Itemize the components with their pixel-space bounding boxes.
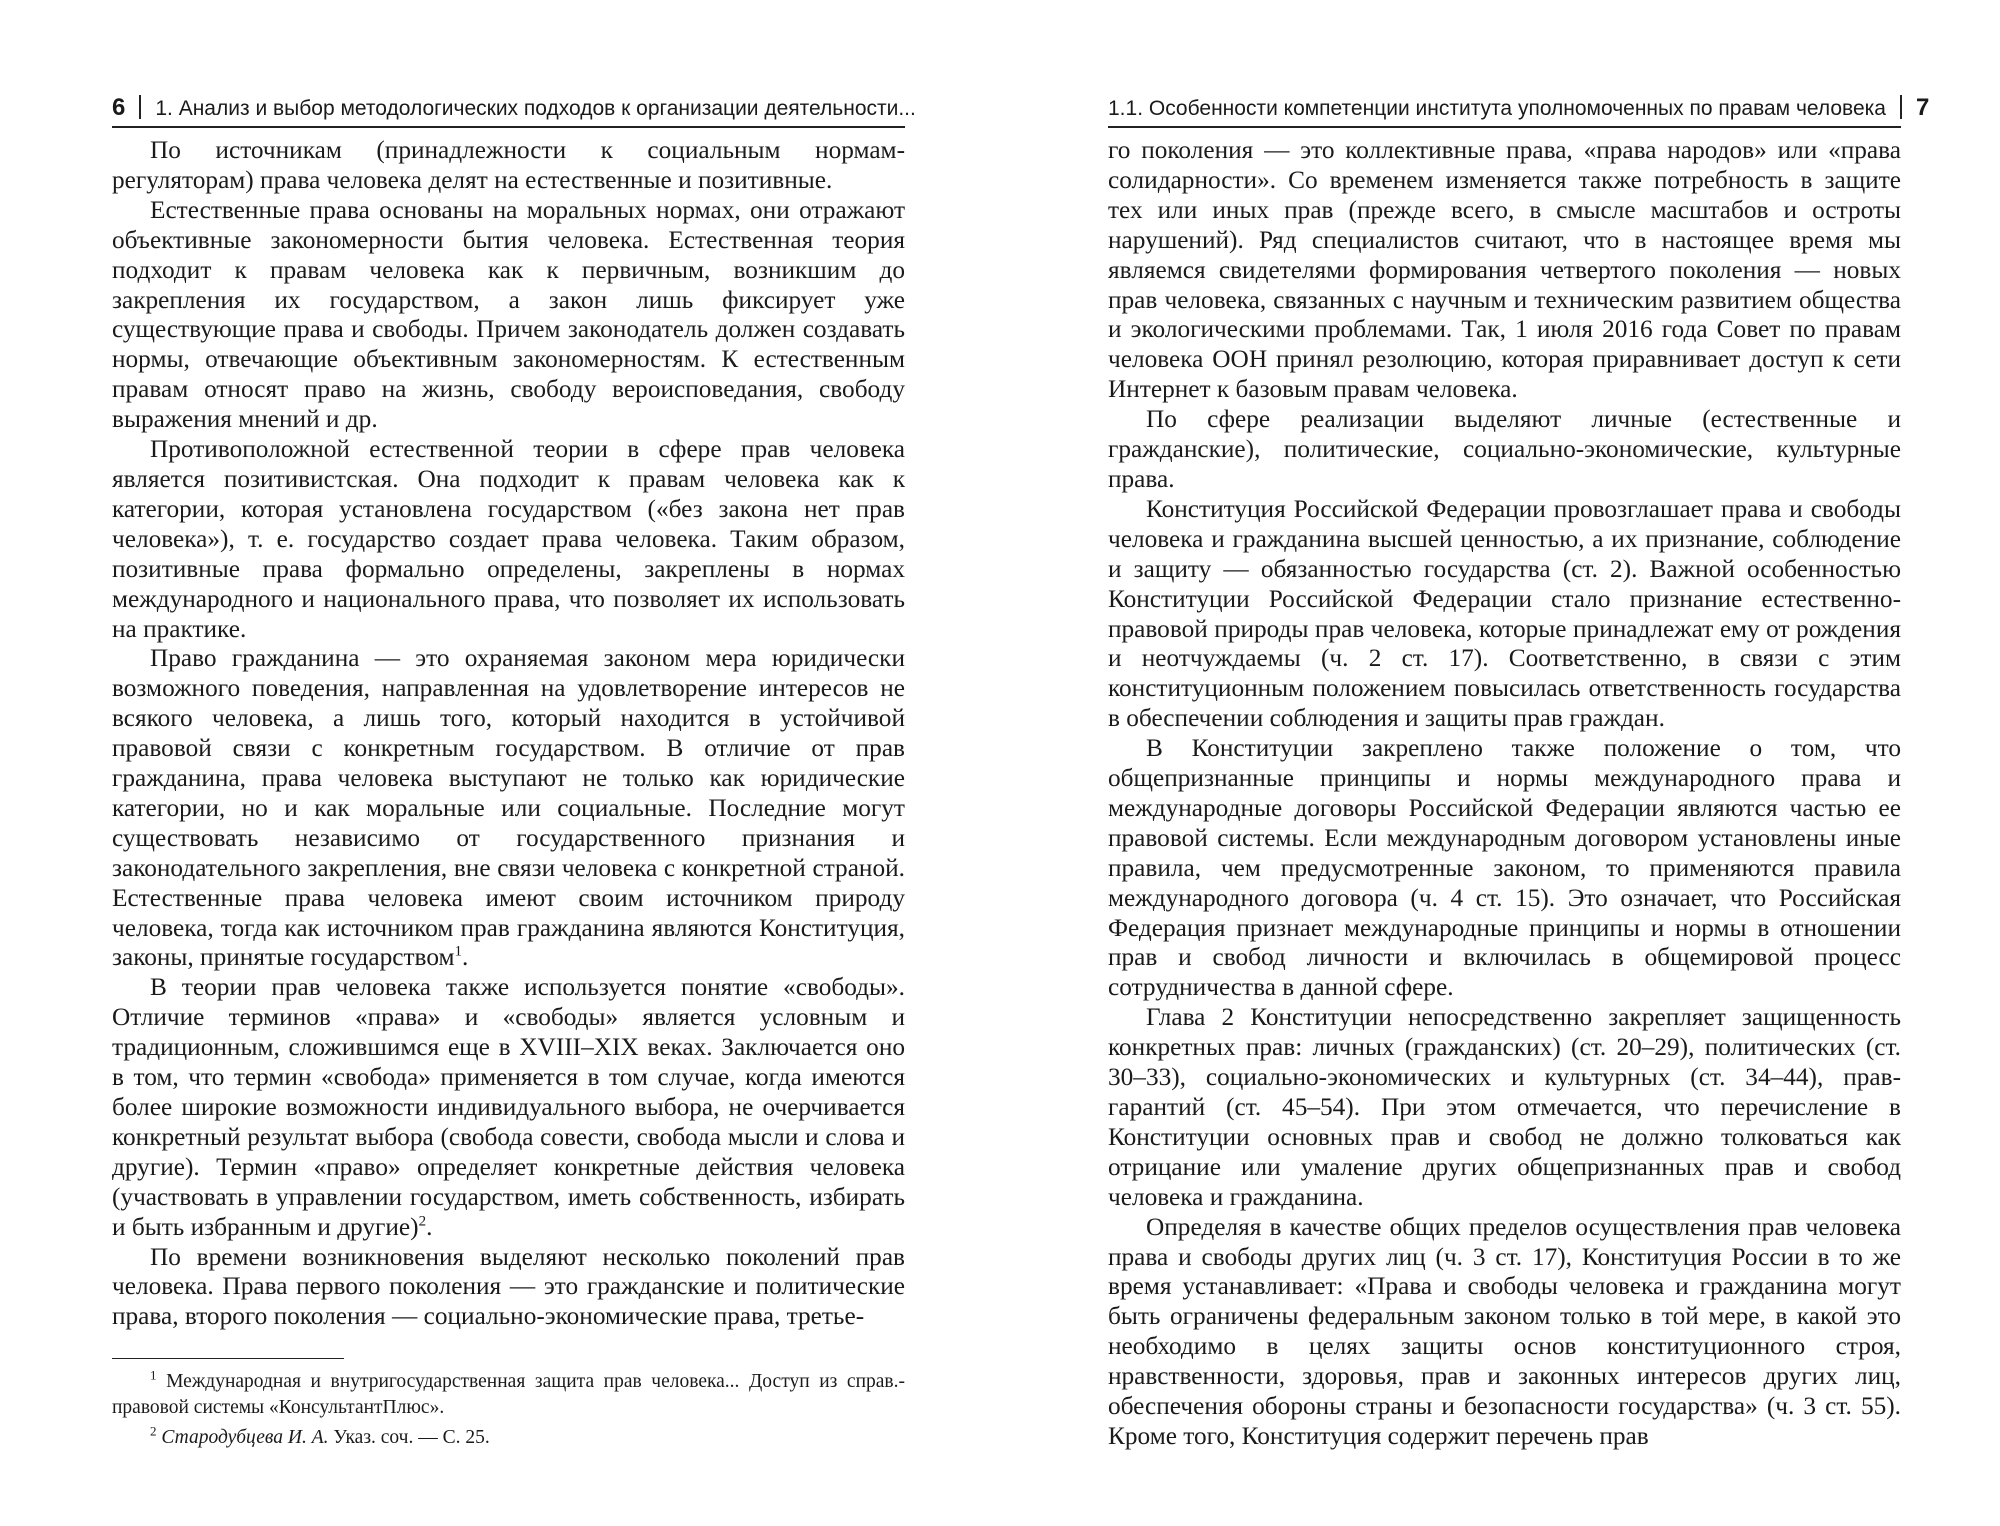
left-running-head: [112, 90, 916, 128]
header-divider: [1900, 95, 1902, 119]
footnote-author: Стародубцева И. А.: [161, 1427, 329, 1449]
paragraph: го поколения — это коллективные права, «права народов» или «права солидарности». Со временем изменяется также потребность в защите тех или иных прав (прежде всего, в смысле масштабов и остроты нарушений). Ряд специалистов считают, что в настоящее время мы являемся свидетелями формирования четвертого поколения — новых прав человека, связанных с научным и техническим развитием общества и экологическими проблемами. Так, 1 июля 2016 года Совет по правам человека ООН принял резолюцию, которая приравнивает доступ к сети Интернет к базовым правам человека.: [1108, 136, 1901, 404]
paragraph: Естественные права основаны на моральных нормах, они отражают объективные закономерности бытия человека. Естественная теория подходит к правам человека как к первичным, возникшим до закрепления их государством, а закон лишь фиксирует уже существующие права и свободы. Причем законодатель должен создавать нормы, отвечающие объективным закономерностям. К естественным правам относят право на жизнь, свободу вероисповедания, свободу выражения мнений и др.: [112, 195, 905, 434]
footnote-number: 2: [150, 1423, 157, 1439]
paragraph-text: Право гражданина — это охраняемая законом мера юридически возможного поведения, направленная на удовлетворение интересов не всякого человека, а лишь того, который находится в устойчивой правовой связи с конкретным государством. В отличие от прав гражданина, права человека выступают не только как юридические категории, но и как моральные или социальные. Последние могут существовать независимо от государственного признания и законодательного закрепления, вне связи человека с конкретной страной. Естественные права человека имеют своим источником природу человека, тогда как источником прав гражданина являются Конституция, законы, принятые государством: [112, 644, 905, 972]
paragraph: Глава 2 Конституции непосредственно закрепляет защищенность конкретных прав: личных (гражданских) (ст. 20–29), политических (ст. 30–33), социально-экономических и культурных (ст. 34–44), прав-гарантий (ст. 45–54). При этом отмечается, что перечисление в Конституции основных прав и свобод не должно толковаться как отрицание или умаление других общепризнанных прав и свобод человека и гражданина.: [1108, 1003, 1901, 1211]
left-body-text: [112, 136, 905, 1332]
left-page: [112, 90, 916, 1455]
footnote-marker: 2: [418, 1213, 427, 1230]
header-divider: [139, 95, 141, 119]
paragraph: В теории прав человека также используется понятие «свободы». Отличие терминов «права» и «свободы» является условным и традиционным, сложившимся еще в XVIII–XIX веках. Заключается оно в том, что термин «свобода» применяется в том случае, когда имеются более широкие возможности индивидуального выбора, не очерчивается конкретный результат выбора (свобода совести, свобода мысли и слова и другие). Термин «право» определяет конкретные действия человека (участвовать в управлении государством, иметь собственность, избирать и быть избранным и другие)$^2$.: [112, 973, 905, 1241]
paragraph: Право гражданина — это охраняемая законом мера юридически возможного поведения, направленная на удовлетворение интересов не всякого человека, а лишь того, который находится в устойчивой правовой связи с конкретным государством. В отличие от прав гражданина, права человека выступают не только как юридические категории, но и как моральные или социальные. Последние могут существовать независимо от государственного признания и законодательного закрепления, вне связи человека с конкретной страной. Естественные права человека имеют своим источником природу человека, тогда как источником прав гражданина являются Конституция, законы, принятые государством$^1$.: [112, 644, 905, 972]
paragraph: Определяя в качестве общих пределов осуществления прав человека права и свободы других лиц (ч. 3 ст. 17), Конституция России в то же время устанавливает: «Права и свободы человека и гражданина могут быть ограничены федеральным законом только в той мере, в какой это необходимо в целях защиты основ конституционного строя, нравственности, здоровья, прав и законных интересов других лиц, обеспечения обороны страны и безопасности государства» (ч. 3 ст. 55). Кроме того, Конституция содержит перечень прав: [1108, 1212, 1901, 1450]
footnotes: [112, 1369, 905, 1451]
footnote: [112, 1425, 905, 1451]
chapter-title: 1. Анализ и выбор методологических подходов к организации деятельности...: [155, 97, 916, 120]
paragraph: По времени возникновения выделяют несколько поколений прав человека. Права первого поколения — это гражданские и политические права, второго поколения — социально-экономические права, третье-: [112, 1242, 905, 1331]
footnote-marker: 1: [454, 944, 463, 961]
footnote-divider: [112, 1358, 344, 1359]
page-number: 7: [1915, 94, 1930, 121]
paragraph-text: В теории прав человека также используется понятие «свободы». Отличие терминов «права» и «свободы» является условным и традиционным, сложившимся еще в XVIII–XIX веках. Заключается оно в том, что термин «свобода» применяется в том случае, когда имеются более широкие возможности индивидуального выбора, не очерчивается конкретный результат выбора (свобода совести, свобода мысли и слова и другие). Термин «право» определяет конкретные действия человека (участвовать в управлении государством, иметь собственность, избирать и быть избранным и другие): [112, 973, 905, 1241]
right-page: [1108, 90, 1930, 1452]
footnote: [112, 1369, 905, 1421]
paragraph: В Конституции закреплено также положение о том, что общепризнанные принципы и нормы международного права и международные договоры Российской Федерации являются частью ее правовой системы. Если международным договором установлены иные правила, чем предусмотренные законом, то применяются правила международного договора (ч. 4 ст. 15). Это означает, что Российская Федерация признает международные принципы и нормы в отношении прав и свобод личности и включилась в общемировой процесс сотрудничества в данной сфере.: [1108, 734, 1901, 1002]
right-running-head: [1108, 90, 1930, 128]
footnote-text: Международная и внутригосударственная защита прав человека... Доступ из справ.-правовой системы «КонсультантПлюс».: [112, 1371, 906, 1419]
section-title: 1.1. Особенности компетенции института уполномоченных по правам человека: [1108, 97, 1886, 120]
paragraph: Конституция Российской Федерации провозглашает права и свободы человека и гражданина высшей ценностью, а их признание, соблюдение и защиту — обязанностью государства (ст. 2). Важной особенностью Конституции Российской Федерации стало признание естественно-правовой природы прав человека, которые принадлежат ему от рождения и неотчуждаемы (ч. 2 ст. 17). Соответственно, в связи с этим конституционным положением повысилась ответственность государства в обеспечении соблюдения и защиты прав граждан.: [1108, 494, 1901, 733]
page-number: 6: [112, 94, 126, 121]
footnote-number: 1: [150, 1367, 157, 1383]
paragraph: По сфере реализации выделяют личные (естественные и гражданские), политические, социально-экономические, культурные права.: [1108, 405, 1901, 493]
footnote-text: Указ. соч. — С. 25.: [333, 1427, 490, 1449]
paragraph: По источникам (принадлежности к социальным нормам-регуляторам) права человека делят на естественные и позитивные.: [112, 136, 905, 194]
right-body-text: [1108, 136, 1901, 1452]
paragraph: Противоположной естественной теории в сфере прав человека является позитивистская. Она подходит к правам человека как к категории, которая установлена государством («без закона нет прав человека»), т. е. государство создает права человека. Таким образом, позитивные права формально определены, закреплены в нормах международного и национального права, что позволяет их использовать на практике.: [112, 435, 905, 643]
